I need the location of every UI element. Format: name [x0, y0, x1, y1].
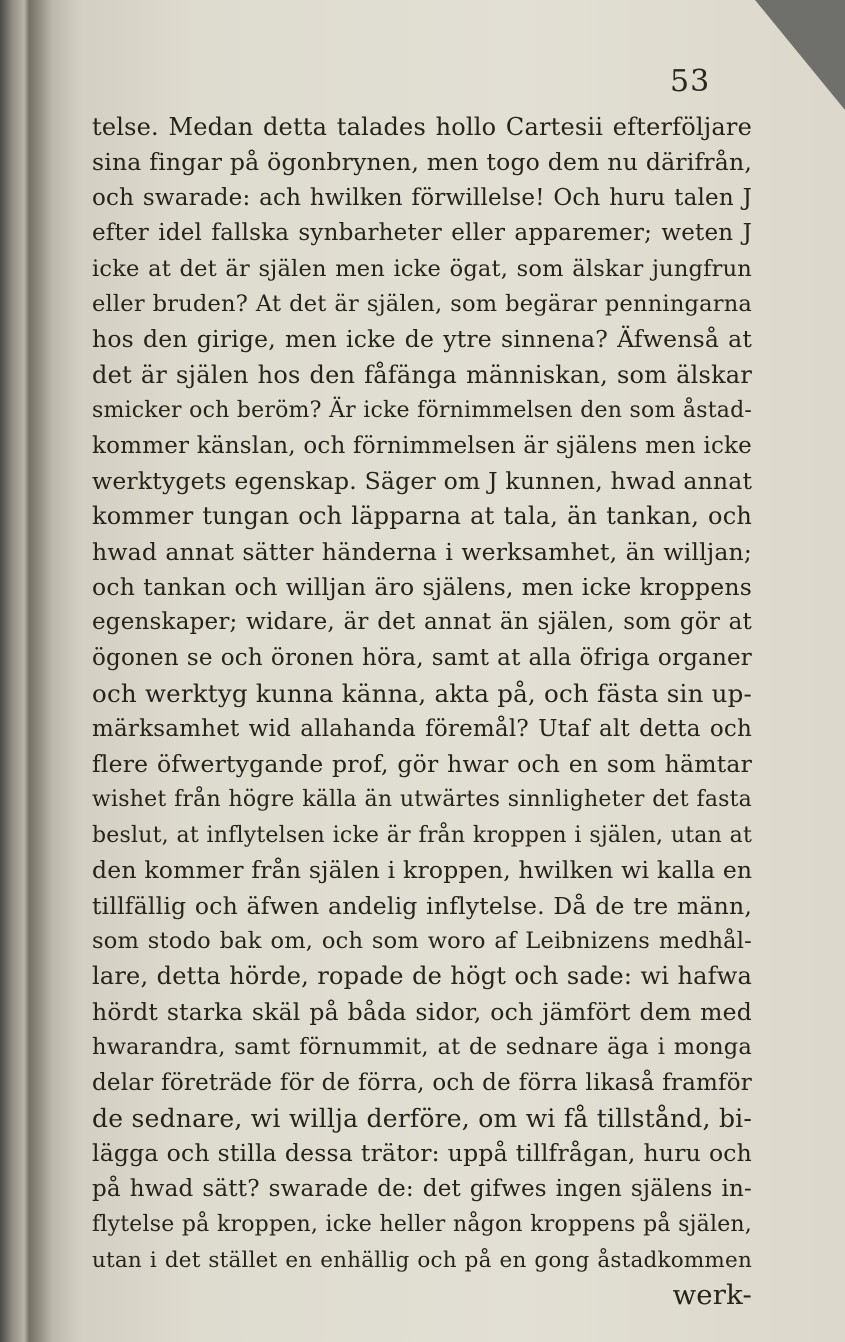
text-line: de sednare, wi willja derföre, om wi få tillstånd, bi- — [92, 1103, 752, 1133]
text-line: flytelse på kroppen, icke heller någon kroppens på själen, — [92, 1212, 752, 1238]
gutter-shadow — [30, 0, 52, 1342]
body-text — [92, 110, 752, 1313]
page-corner — [755, 0, 845, 110]
text-line: lare, detta hörde, ropade de högt och sade: wi hafwa — [92, 962, 752, 991]
book-page — [30, 0, 845, 1342]
text-line: delar företräde för de förra, och de förra likaså framför — [92, 1069, 752, 1096]
catchword: werk- — [672, 1278, 752, 1311]
text-line: på hwad sätt? swarade de: det gifwes ingen själens in- — [92, 1175, 752, 1202]
text-line: det är själen hos den fåfänga människan, som älskar — [92, 360, 752, 389]
text-line: kommer känslan, och förnimmelsen är själens men icke — [92, 432, 752, 459]
text-line: den kommer från själen i kroppen, hwilken wi kalla en — [92, 856, 752, 885]
text-line: hos den girige, men icke de ytre sinnena? Äfwenså at — [92, 325, 752, 354]
text-line: sina fingar på ögonbrynen, men togo dem nu därifrån, — [92, 148, 752, 177]
text-line: smicker och beröm? Är icke förnimmelsen den som åstad- — [92, 398, 752, 424]
text-line: flere öfwertygande prof, gör hwar och en som hämtar — [92, 750, 752, 779]
text-line: beslut, at inflytelsen icke är från kroppen i själen, utan at — [92, 822, 752, 848]
text-line: utan i det stället en enhällig och på en gong åstadkommen — [92, 1247, 752, 1273]
text-line: tillfällig och äfwen andelig inflytelse. Då de tre männ, — [92, 891, 752, 920]
text-line: hördt starka skäl på båda sidor, och jämfört dem med — [92, 997, 752, 1026]
text-line: och werktyg kunna känna, akta på, och fästa sin up- — [92, 679, 752, 709]
text-line: icke at det är själen men icke ögat, som älskar jungfrun — [92, 255, 752, 282]
text-line: egenskaper; widare, är det annat än själen, som gör at — [92, 609, 752, 636]
text-line: och tankan och willjan äro själens, men icke kroppens — [92, 573, 752, 602]
page-number: 53 — [670, 64, 711, 99]
text-line: som stodo bak om, och som woro af Leibnizens medhål- — [92, 927, 752, 954]
text-line: wishet från högre källa än utwärtes sinnligheter det fasta — [92, 787, 752, 813]
text-line: ögonen se och öronen höra, samt at alla öfriga organer — [92, 644, 752, 671]
text-line: werktygets egenskap. Säger om J kunnen, hwad annat — [92, 466, 752, 495]
text-line: märksamhet wid allahanda föremål? Utaf alt detta och — [92, 715, 752, 742]
text-line: eller bruden? At det är själen, som begärar penningarna — [92, 290, 752, 317]
text-line: och swarade: ach hwilken förwillelse! Och huru talen J — [92, 184, 752, 211]
text-line: hwad annat sätter händerna i werksamhet, än willjan; — [92, 537, 752, 566]
facing-page-edge — [0, 0, 30, 1342]
text-line: efter idel fallska synbarheter eller apparemer; weten J — [92, 220, 752, 247]
text-line: kommer tungan och läpparna at tala, än tankan, och — [92, 502, 752, 531]
text-line: hwarandra, samt förnummit, at de sednare äga i monga — [92, 1034, 752, 1061]
text-line: lägga och stilla dessa trätor: uppå tillfrågan, huru och — [92, 1139, 752, 1168]
text-line: telse. Medan detta talades hollo Cartesii efterföljare — [92, 113, 752, 141]
